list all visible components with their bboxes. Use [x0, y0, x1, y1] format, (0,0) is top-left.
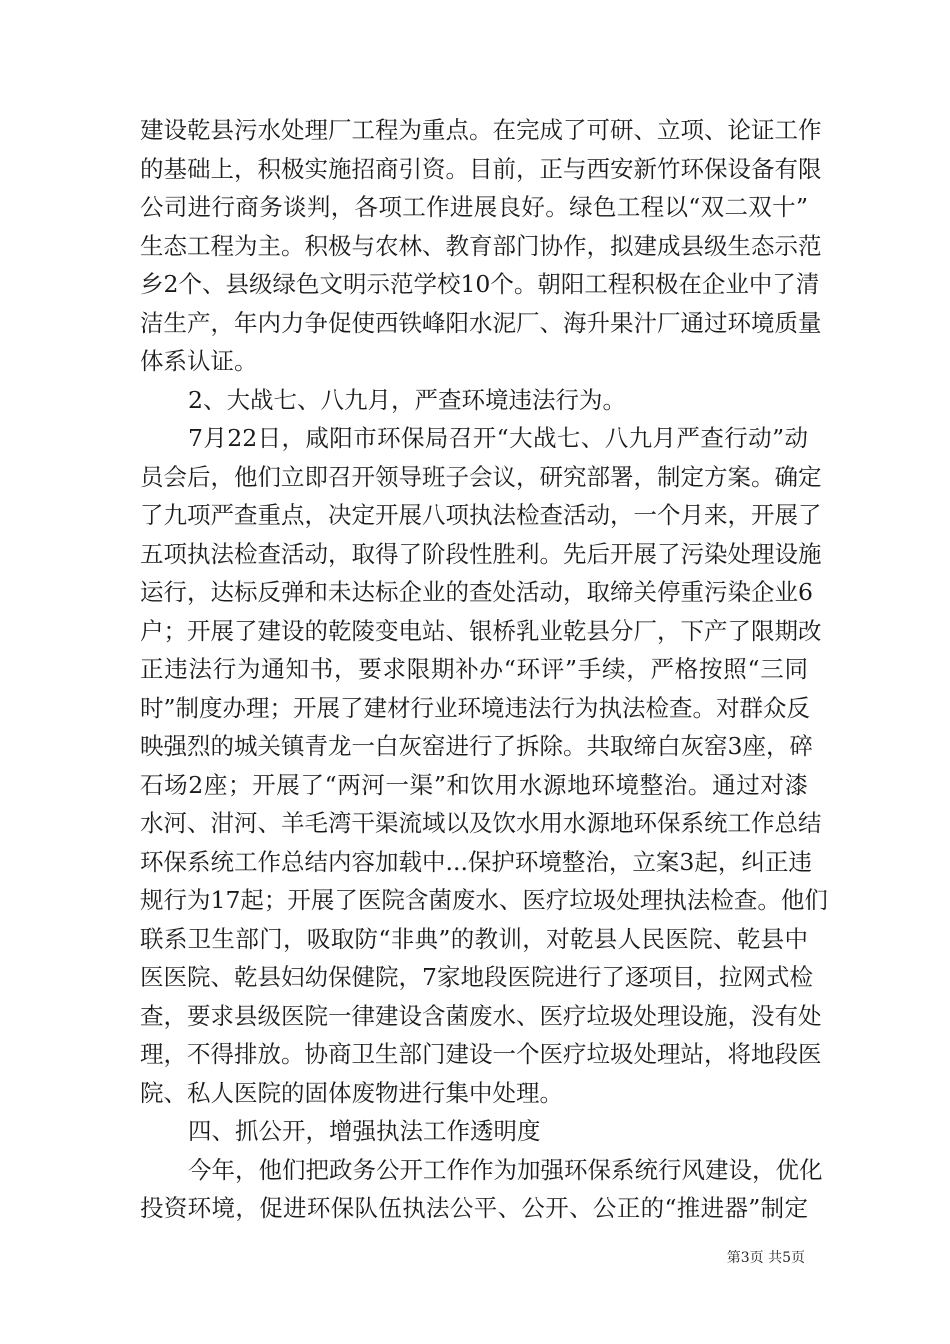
text-line: 的基础上，积极实施招商引资。目前，正与西安新竹环保设备有限	[140, 154, 822, 183]
text-line: 户；开展了建设的乾陵变电站、银桥乳业乾县分厂，下产了限期改	[140, 616, 822, 645]
text-line: 查，要求县级医院一律建设含菌废水、医疗垃圾处理设施，没有处	[140, 1001, 822, 1030]
text-line: 石场2座；开展了“两河一渠”和饮用水源地环境整治。通过对漆	[140, 770, 808, 799]
text-line: 规行为17起；开展了医院含菌废水、医疗垃圾处理执法检查。他们	[140, 886, 828, 914]
text-line: 水河、泔河、羊毛湾干渠流域以及饮水用水源地环保系统工作总结	[140, 809, 822, 837]
text-line: 投资环境，促进环保队伍执法公平、公开、公正的“推进器”制定	[140, 1194, 808, 1222]
text-line: 正违法行为通知书，要求限期补办“环评”手续，严格按照“三同	[140, 655, 808, 683]
text-line: 乡2个、县级绿色文明示范学校10个。朝阳工程积极在企业中了清	[140, 270, 820, 298]
document-body	[140, 111, 828, 1228]
text-line: 体系认证。	[140, 347, 258, 375]
text-line: 洁生产，年内力争促使西铁峰阳水泥厂、海升果汁厂通过环境质量	[140, 308, 822, 337]
text-line: 医医院、乾县妇幼保健院，7家地段医院进行了逐项目，拉网式检	[140, 963, 813, 991]
text-line: 联系卫生部门，吸取防“非典”的教训，对乾县人民医院、乾县中	[140, 924, 808, 953]
text-line: 院、私人医院的固体废物进行集中处理。	[140, 1078, 563, 1107]
text-line: 今年，他们把政务公开工作作为加强环保系统行风建设，优化	[188, 1155, 823, 1184]
text-line: 员会后，他们立即召开领导班子会议，研究部署，制定方案。确定	[140, 462, 822, 491]
text-line: 2、大战七、八九月，严查环境违法行为。	[188, 385, 626, 414]
text-line: 运行，达标反弹和未达标企业的查处活动，取缔关停重污染企业6	[140, 578, 813, 606]
text-line: 映强烈的城关镇青龙一白灰窑进行了拆除。共取缔白灰窑3座，碎	[140, 732, 813, 760]
text-line: 公司进行商务谈判，各项工作进展良好。绿色工程以“双二双十”	[140, 193, 808, 221]
text-line: 7月22日，咸阳市环保局召开“大战七、八九月严查行动”动	[188, 424, 808, 452]
text-line: 四、抓公开，增强执法工作透明度	[188, 1117, 541, 1145]
text-line: 五项执法检查活动，取得了阶段性胜利。先后开展了污染处理设施	[140, 539, 822, 568]
text-line: 生态工程为主。积极与农林、教育部门协作，拟建成县级生态示范	[140, 231, 822, 260]
text-line: 理，不得排放。协商卫生部门建设一个医疗垃圾处理站，将地段医	[140, 1040, 822, 1068]
page-number: 第3页 共5页	[726, 1250, 805, 1266]
text-line: 了九项严查重点，决定开展八项执法检查活动，一个月来，开展了	[140, 501, 822, 529]
text-line: 建设乾县污水处理厂工程为重点。在完成了可研、立项、论证工作	[140, 116, 822, 144]
text-line: 时”制度办理；开展了建材行业环境违法行为执法检查。对群众反	[140, 693, 811, 722]
text-line: 环保系统工作总结内容加载中...保护环境整治，立案3起，纠正违	[140, 847, 812, 876]
